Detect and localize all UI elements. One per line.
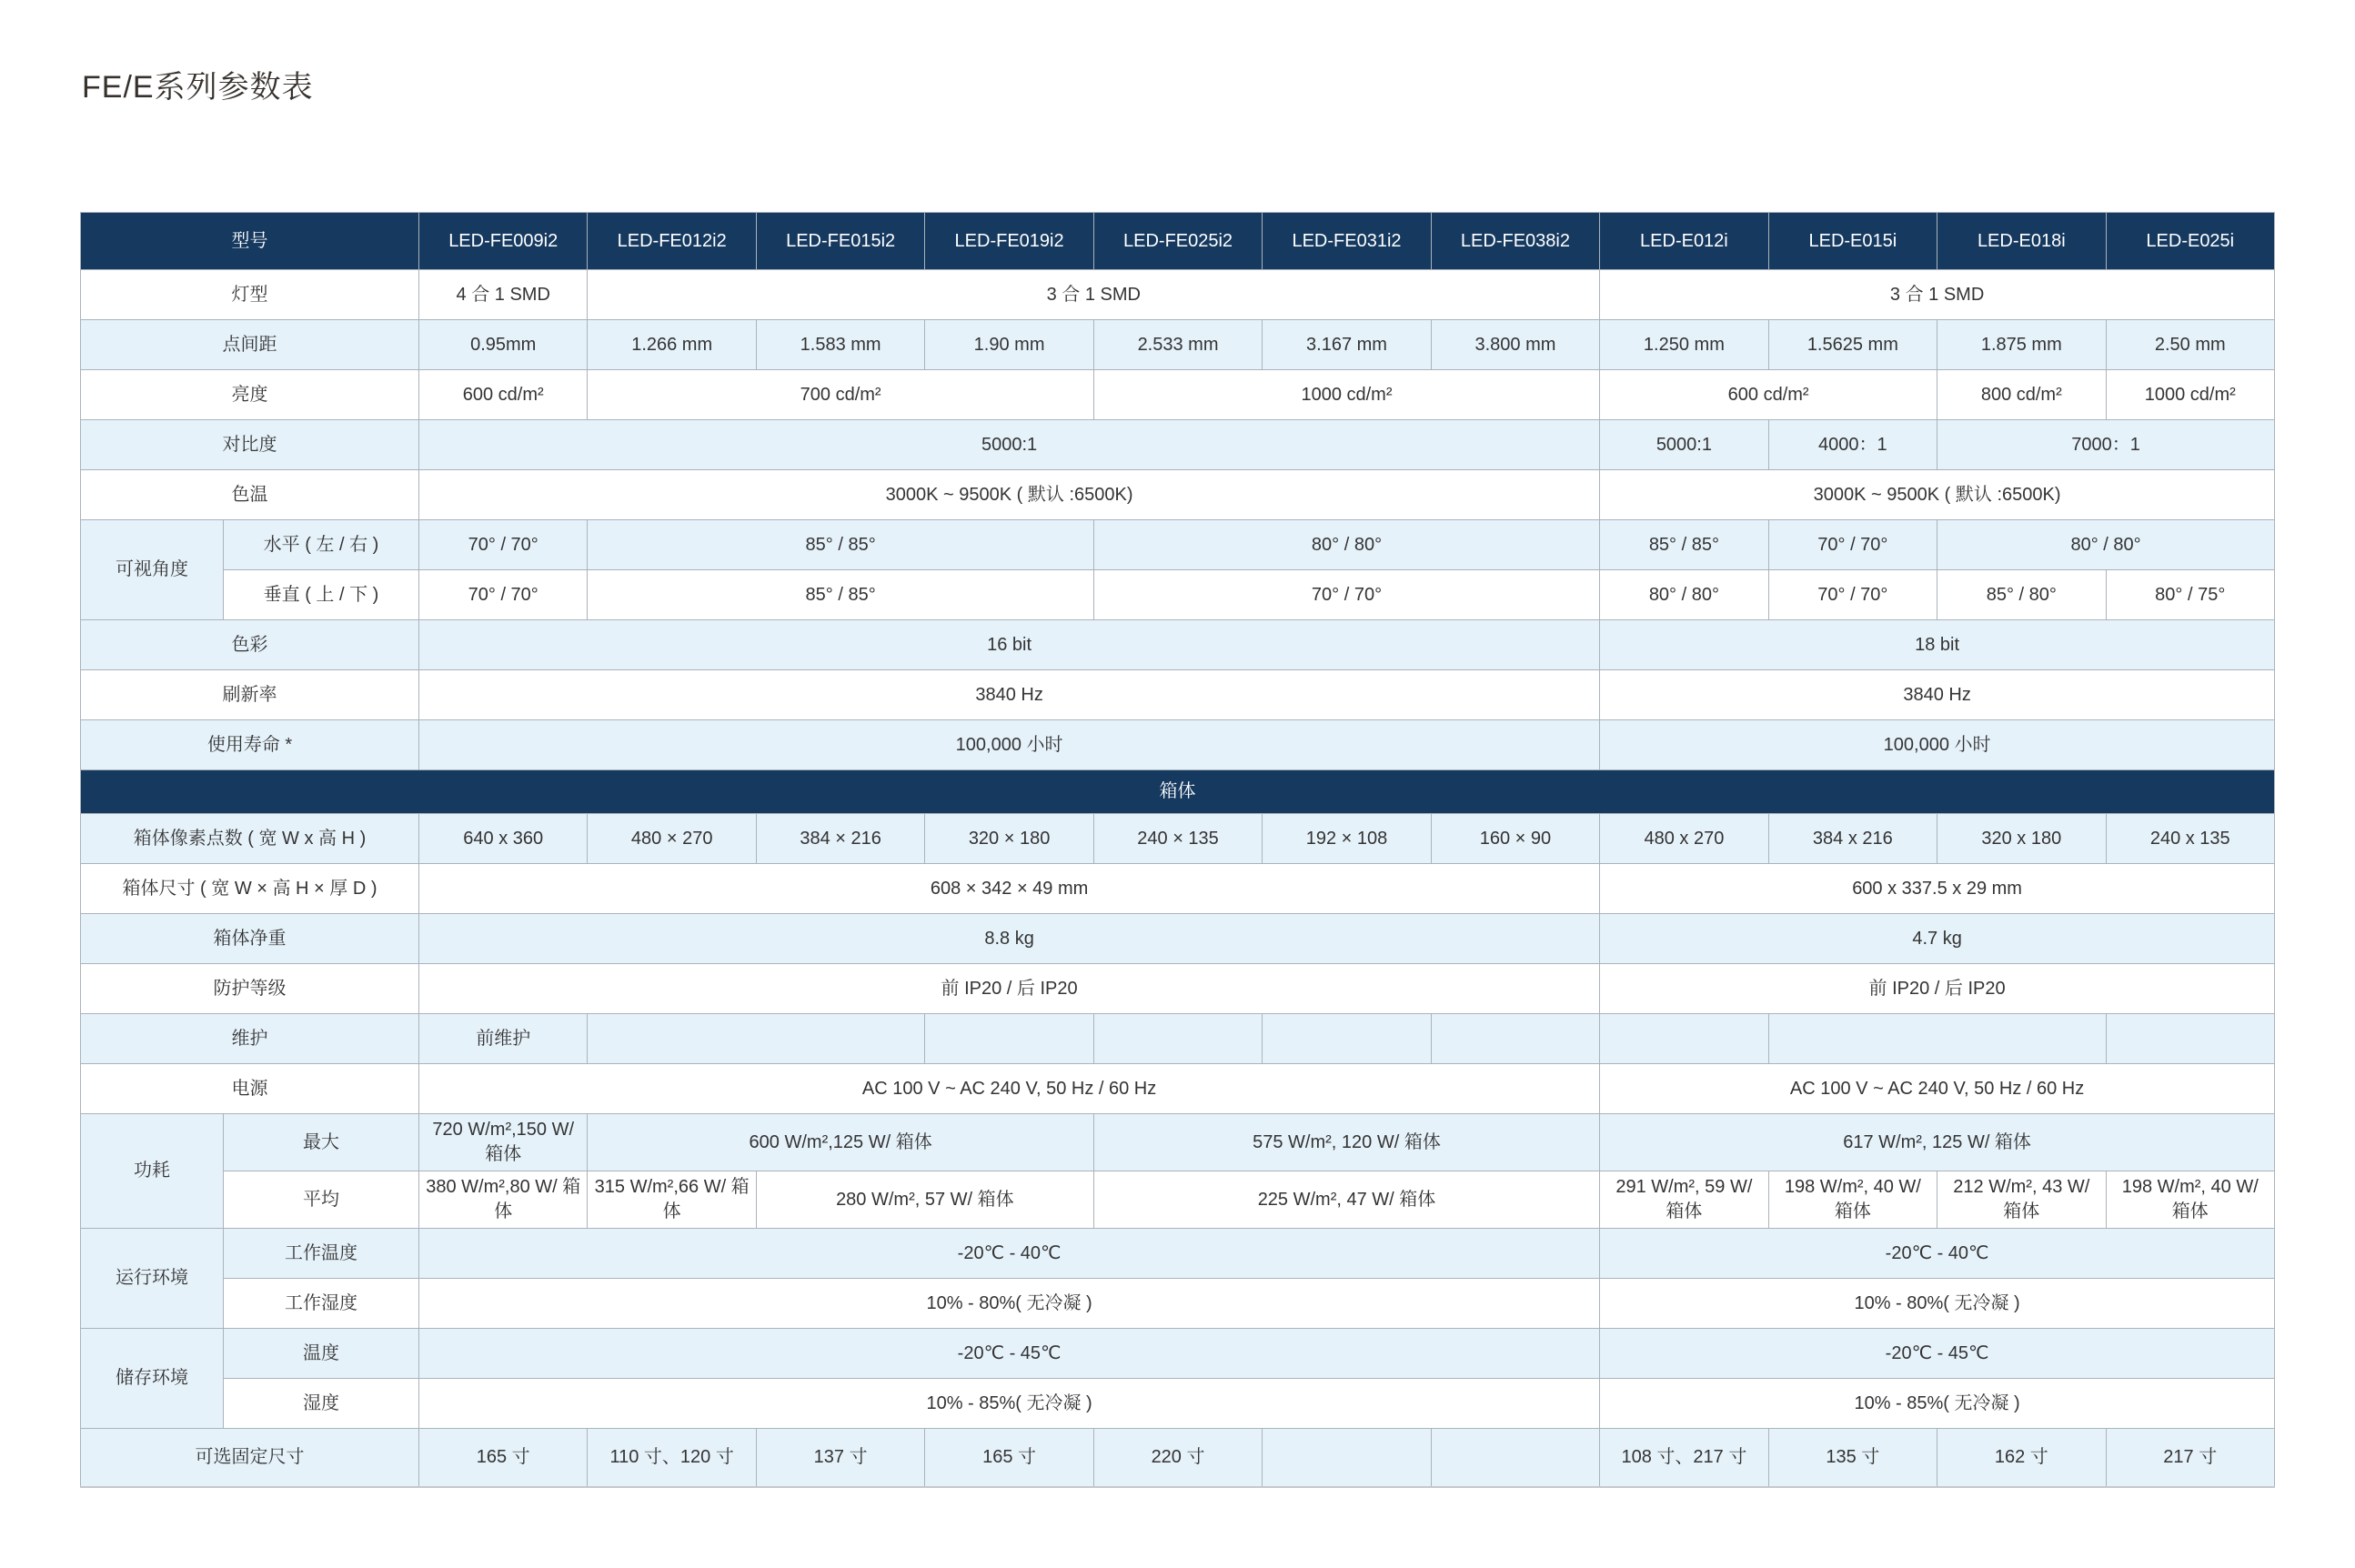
spec-cell: 280 W/m², 57 W/ 箱体 xyxy=(756,1171,1093,1229)
model-header: LED-FE009i2 xyxy=(419,213,588,270)
row-label: 维护 xyxy=(81,1014,419,1064)
spec-cell: 162 寸 xyxy=(1937,1429,2106,1487)
spec-cell: 192 × 108 xyxy=(1263,814,1431,864)
spec-cell: 640 x 360 xyxy=(419,814,588,864)
row-label: 色彩 xyxy=(81,620,419,670)
spec-cell: 198 W/m², 40 W/ 箱体 xyxy=(1768,1171,1937,1229)
spec-cell: 480 × 270 xyxy=(588,814,756,864)
spec-cell: 5000:1 xyxy=(419,420,1600,470)
spec-cell xyxy=(1431,1014,1599,1064)
spec-cell: 70° / 70° xyxy=(419,570,588,620)
spec-table-body xyxy=(81,270,2275,1487)
spec-cell: 10% - 85%( 无冷凝 ) xyxy=(419,1379,1600,1429)
spec-cell: 720 W/m²,150 W/ 箱体 xyxy=(419,1114,588,1171)
row-label: 对比度 xyxy=(81,420,419,470)
spec-cell: 600 cd/m² xyxy=(1600,370,1937,420)
spec-cell: 70° / 70° xyxy=(419,520,588,570)
spec-cell: 前 IP20 / 后 IP20 xyxy=(1600,964,2275,1014)
spec-cell: 85° / 85° xyxy=(1600,520,1768,570)
row-label: 使用寿命 * xyxy=(81,720,419,770)
spec-cell xyxy=(1600,1014,1768,1064)
spec-cell: -20℃ - 45℃ xyxy=(1600,1329,2275,1379)
spec-cell: 1.583 mm xyxy=(756,320,924,370)
row-label: 亮度 xyxy=(81,370,419,420)
spec-cell: 8.8 kg xyxy=(419,914,1600,964)
row-group-label: 运行环境 xyxy=(81,1229,224,1329)
spec-cell: 2.533 mm xyxy=(1093,320,1262,370)
row-sub-label: 温度 xyxy=(224,1329,419,1379)
spec-cell: 85° / 85° xyxy=(588,520,1093,570)
spec-cell: 315 W/m²,66 W/ 箱体 xyxy=(588,1171,756,1229)
spec-cell: 80° / 80° xyxy=(1093,520,1599,570)
spec-cell: 800 cd/m² xyxy=(1937,370,2106,420)
row-label: 可选固定尺寸 xyxy=(81,1429,419,1487)
model-header: LED-FE031i2 xyxy=(1263,213,1431,270)
spec-cell: 135 寸 xyxy=(1768,1429,1937,1487)
spec-table xyxy=(80,212,2275,1488)
model-header: LED-FE025i2 xyxy=(1093,213,1262,270)
spec-cell: 225 W/m², 47 W/ 箱体 xyxy=(1093,1171,1599,1229)
row-label: 点间距 xyxy=(81,320,419,370)
spec-cell: 前 IP20 / 后 IP20 xyxy=(419,964,1600,1014)
spec-cell: 600 cd/m² xyxy=(419,370,588,420)
spec-cell: 80° / 75° xyxy=(2106,570,2274,620)
spec-cell: 220 寸 xyxy=(1093,1429,1262,1487)
spec-cell: 600 x 337.5 x 29 mm xyxy=(1600,864,2275,914)
spec-cell: 1.90 mm xyxy=(925,320,1093,370)
row-label: 刷新率 xyxy=(81,670,419,720)
row-group-label: 功耗 xyxy=(81,1114,224,1229)
spec-cell xyxy=(1431,1429,1599,1487)
model-header: LED-FE019i2 xyxy=(925,213,1093,270)
spec-cell: 1000 cd/m² xyxy=(1093,370,1599,420)
spec-cell: 5000:1 xyxy=(1600,420,1768,470)
spec-cell: 18 bit xyxy=(1600,620,2275,670)
spec-cell: 85° / 80° xyxy=(1937,570,2106,620)
spec-table-head xyxy=(81,213,2275,270)
row-sub-label: 垂直 ( 上 / 下 ) xyxy=(224,570,419,620)
spec-cell: 320 x 180 xyxy=(1937,814,2106,864)
spec-cell: 137 寸 xyxy=(756,1429,924,1487)
row-label: 箱体净重 xyxy=(81,914,419,964)
spec-cell: 1000 cd/m² xyxy=(2106,370,2274,420)
spec-cell: AC 100 V ~ AC 240 V, 50 Hz / 60 Hz xyxy=(419,1064,1600,1114)
spec-cell: -20℃ - 45℃ xyxy=(419,1329,1600,1379)
row-label: 箱体像素点数 ( 宽 W x 高 H ) xyxy=(81,814,419,864)
row-label: 防护等级 xyxy=(81,964,419,1014)
row-sub-label: 湿度 xyxy=(224,1379,419,1429)
spec-cell xyxy=(1263,1014,1431,1064)
spec-cell xyxy=(925,1014,1093,1064)
spec-cell: 480 x 270 xyxy=(1600,814,1768,864)
spec-cell: 4000：1 xyxy=(1768,420,1937,470)
spec-cell: 320 × 180 xyxy=(925,814,1093,864)
spec-cell: 1.875 mm xyxy=(1937,320,2106,370)
spec-cell: 160 × 90 xyxy=(1431,814,1599,864)
spec-cell: 3 合 1 SMD xyxy=(588,270,1600,320)
spec-cell: 80° / 80° xyxy=(1600,570,1768,620)
model-header: LED-E025i xyxy=(2106,213,2274,270)
spec-cell: 0.95mm xyxy=(419,320,588,370)
spec-cell: 291 W/m², 59 W/ 箱体 xyxy=(1600,1171,1768,1229)
model-column-header: 型号 xyxy=(81,213,419,270)
row-sub-label: 工作湿度 xyxy=(224,1279,419,1329)
spec-cell: 3.800 mm xyxy=(1431,320,1599,370)
row-group-label: 可视角度 xyxy=(81,520,224,620)
spec-cell: 380 W/m²,80 W/ 箱体 xyxy=(419,1171,588,1229)
row-sub-label: 水平 ( 左 / 右 ) xyxy=(224,520,419,570)
spec-cell: -20℃ - 40℃ xyxy=(1600,1229,2275,1279)
spec-cell: 212 W/m², 43 W/ 箱体 xyxy=(1937,1171,2106,1229)
spec-cell: 240 × 135 xyxy=(1093,814,1262,864)
row-label: 灯型 xyxy=(81,270,419,320)
spec-cell: -20℃ - 40℃ xyxy=(419,1229,1600,1279)
model-header: LED-E018i xyxy=(1937,213,2106,270)
spec-cell: 108 寸、217 寸 xyxy=(1600,1429,1768,1487)
spec-cell: 4 合 1 SMD xyxy=(419,270,588,320)
row-label: 箱体尺寸 ( 宽 W × 高 H × 厚 D ) xyxy=(81,864,419,914)
spec-cell: 384 x 216 xyxy=(1768,814,1937,864)
spec-cell: 165 寸 xyxy=(419,1429,588,1487)
spec-cell: 700 cd/m² xyxy=(588,370,1093,420)
spec-cell: 70° / 70° xyxy=(1768,520,1937,570)
spec-cell: 198 W/m², 40 W/ 箱体 xyxy=(2106,1171,2274,1229)
page-title: FE/E系列参数表 xyxy=(82,70,314,105)
model-header: LED-E015i xyxy=(1768,213,1937,270)
spec-cell: 3000K ~ 9500K ( 默认 :6500K) xyxy=(419,470,1600,520)
spec-cell xyxy=(2106,1014,2274,1064)
model-header: LED-FE038i2 xyxy=(1431,213,1599,270)
spec-cell: 3.167 mm xyxy=(1263,320,1431,370)
spec-cell: 85° / 85° xyxy=(588,570,1093,620)
spec-cell: 384 × 216 xyxy=(756,814,924,864)
model-header: LED-FE015i2 xyxy=(756,213,924,270)
model-header: LED-FE012i2 xyxy=(588,213,756,270)
spec-cell: 4.7 kg xyxy=(1600,914,2275,964)
spec-cell: 10% - 80%( 无冷凝 ) xyxy=(419,1279,1600,1329)
spec-cell: 165 寸 xyxy=(925,1429,1093,1487)
spec-cell: 前维护 xyxy=(419,1014,588,1064)
spec-cell: 70° / 70° xyxy=(1093,570,1599,620)
spec-cell: 80° / 80° xyxy=(1937,520,2275,570)
spec-cell: AC 100 V ~ AC 240 V, 50 Hz / 60 Hz xyxy=(1600,1064,2275,1114)
model-header: LED-E012i xyxy=(1600,213,1768,270)
row-sub-label: 最大 xyxy=(224,1114,419,1171)
row-sub-label: 工作温度 xyxy=(224,1229,419,1279)
spec-cell: 575 W/m², 120 W/ 箱体 xyxy=(1093,1114,1599,1171)
spec-cell: 608 × 342 × 49 mm xyxy=(419,864,1600,914)
spec-cell: 3840 Hz xyxy=(419,670,1600,720)
spec-cell: 617 W/m², 125 W/ 箱体 xyxy=(1600,1114,2275,1171)
spec-cell: 100,000 小时 xyxy=(419,720,1600,770)
spec-cell: 70° / 70° xyxy=(1768,570,1937,620)
spec-cell: 1.5625 mm xyxy=(1768,320,1937,370)
spec-cell: 600 W/m²,125 W/ 箱体 xyxy=(588,1114,1093,1171)
spec-cell: 7000：1 xyxy=(1937,420,2275,470)
spec-cell: 240 x 135 xyxy=(2106,814,2274,864)
spec-cell: 10% - 85%( 无冷凝 ) xyxy=(1600,1379,2275,1429)
row-label: 电源 xyxy=(81,1064,419,1114)
spec-cell: 3000K ~ 9500K ( 默认 :6500K) xyxy=(1600,470,2275,520)
spec-cell: 2.50 mm xyxy=(2106,320,2274,370)
spec-cell: 110 寸、120 寸 xyxy=(588,1429,756,1487)
spec-cell: 3 合 1 SMD xyxy=(1600,270,2275,320)
row-sub-label: 平均 xyxy=(224,1171,419,1229)
section-header-cabinet: 箱体 xyxy=(81,770,2275,814)
spec-cell xyxy=(1093,1014,1262,1064)
row-label: 色温 xyxy=(81,470,419,520)
spec-cell xyxy=(1768,1014,2106,1064)
spec-cell: 16 bit xyxy=(419,620,1600,670)
spec-cell: 1.250 mm xyxy=(1600,320,1768,370)
spec-cell: 100,000 小时 xyxy=(1600,720,2275,770)
row-group-label: 储存环境 xyxy=(81,1329,224,1429)
spec-cell xyxy=(1263,1429,1431,1487)
spec-cell: 10% - 80%( 无冷凝 ) xyxy=(1600,1279,2275,1329)
spec-cell: 1.266 mm xyxy=(588,320,756,370)
spec-cell: 217 寸 xyxy=(2106,1429,2274,1487)
spec-cell xyxy=(588,1014,925,1064)
spec-cell: 3840 Hz xyxy=(1600,670,2275,720)
